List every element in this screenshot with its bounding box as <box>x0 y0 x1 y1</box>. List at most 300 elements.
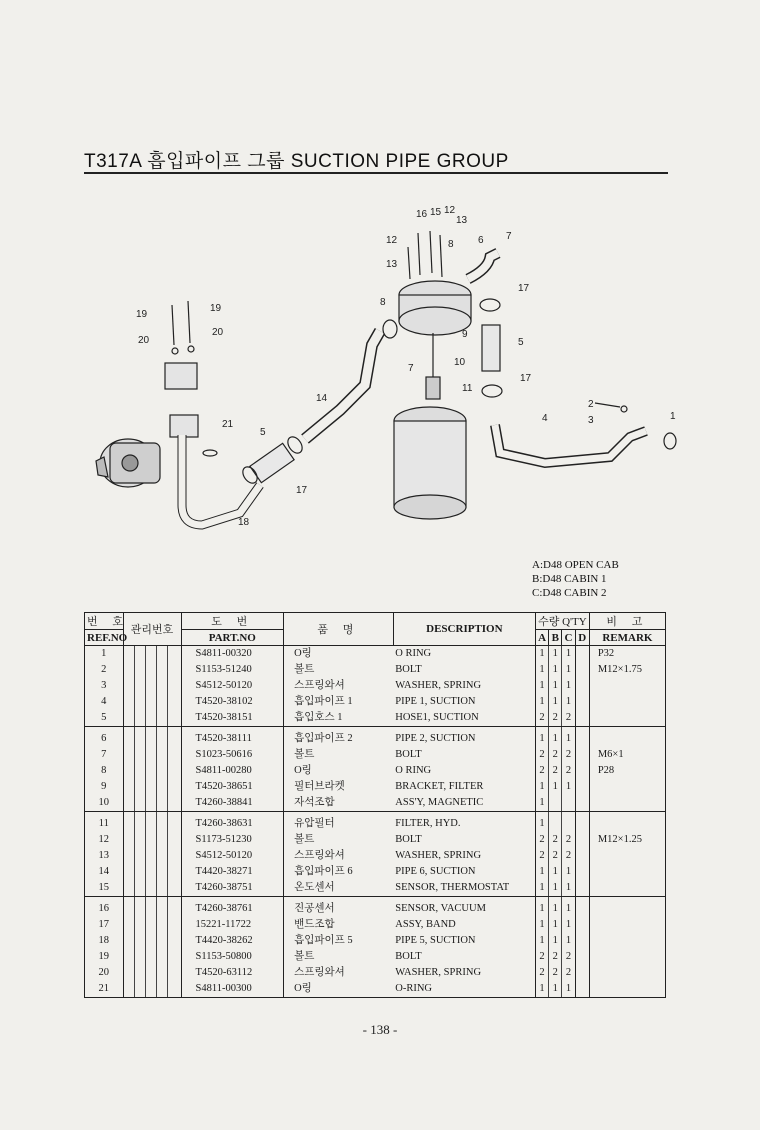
korean-name-cell: 볼트 <box>294 834 315 845</box>
remark-cell: P32 <box>589 646 665 663</box>
callout-number: 15 <box>430 207 442 218</box>
qty-d-cell <box>575 880 589 897</box>
exploded-parts-diagram <box>90 195 690 555</box>
mgmt-cell <box>157 795 168 812</box>
description-cell: ASS'Y, MAGNETIC <box>393 795 535 812</box>
table-row <box>85 710 666 727</box>
mgmt-cell <box>168 848 181 864</box>
mgmt-cell <box>134 710 145 727</box>
description-cell: SENSOR, VACUUM <box>393 897 535 918</box>
header-qty-b: B <box>549 630 562 646</box>
mgmt-cell <box>145 848 156 864</box>
table-row <box>85 747 666 763</box>
ref-number-cell: 13 <box>85 848 124 864</box>
korean-name-cell: 진공센서 <box>294 903 335 914</box>
description-cell: O RING <box>393 763 535 779</box>
remark-cell: M12×1.25 <box>589 832 665 848</box>
mgmt-cell <box>145 917 156 933</box>
part-number-cell: S1153-50800 <box>181 949 284 965</box>
mgmt-cell <box>145 832 156 848</box>
mgmt-cell <box>123 795 134 812</box>
ref-number-cell: 12 <box>85 832 124 848</box>
table-row <box>85 981 666 998</box>
ref-number-cell: 21 <box>85 981 124 998</box>
table-row <box>85 779 666 795</box>
mgmt-cell <box>145 880 156 897</box>
mgmt-cell <box>145 727 156 748</box>
mgmt-cell <box>134 864 145 880</box>
mgmt-cell <box>134 933 145 949</box>
table-row <box>85 897 666 918</box>
qty-d-cell <box>575 710 589 727</box>
qty-a-cell: 1 <box>535 694 548 710</box>
remark-cell <box>589 779 665 795</box>
mgmt-cell <box>134 646 145 663</box>
mgmt-cell <box>145 812 156 833</box>
mgmt-cell <box>145 662 156 678</box>
mgmt-cell <box>168 880 181 897</box>
qty-c-cell: 2 <box>562 747 575 763</box>
korean-name-cell: 볼트 <box>294 664 315 675</box>
callout-number: 6 <box>478 235 484 246</box>
korean-name-cell: 흡입파이프 5 <box>294 935 353 946</box>
mgmt-cell <box>134 747 145 763</box>
remark-cell <box>589 917 665 933</box>
qty-a-cell: 2 <box>535 965 548 981</box>
korean-name-cell: 볼트 <box>294 951 315 962</box>
mgmt-cell <box>157 646 168 663</box>
part-number-cell: T4520-38651 <box>181 779 284 795</box>
mgmt-cell <box>157 678 168 694</box>
mgmt-cell <box>134 897 145 918</box>
part-number-cell: T4520-38151 <box>181 710 284 727</box>
mgmt-cell <box>157 965 168 981</box>
remark-cell <box>589 710 665 727</box>
qty-b-cell: 1 <box>549 662 562 678</box>
mgmt-cell <box>168 779 181 795</box>
korean-name-cell: 흡입파이프 1 <box>294 696 353 707</box>
qty-d-cell <box>575 662 589 678</box>
description-cell: BOLT <box>393 832 535 848</box>
mgmt-cell <box>123 694 134 710</box>
korean-name-cell: 온도센서 <box>284 880 394 897</box>
qty-b-cell: 2 <box>549 832 562 848</box>
mgmt-cell <box>123 646 134 663</box>
description-cell: BOLT <box>393 949 535 965</box>
description-cell: O RING <box>393 646 535 663</box>
qty-d-cell <box>575 897 589 918</box>
legend-item-c: C:D48 CABIN 2 <box>532 587 607 599</box>
callout-number: 12 <box>386 235 398 246</box>
header-part-en: PART.NO <box>181 630 284 646</box>
table-row <box>85 848 666 864</box>
description-cell: PIPE 1, SUCTION <box>393 694 535 710</box>
remark-cell: P28 <box>589 763 665 779</box>
remark-cell <box>589 694 665 710</box>
mgmt-cell <box>157 848 168 864</box>
ref-number-cell: 17 <box>85 917 124 933</box>
qty-b-cell: 1 <box>549 981 562 998</box>
qty-c-cell: 2 <box>562 848 575 864</box>
description-cell: WASHER, SPRING <box>393 848 535 864</box>
callout-number: 10 <box>454 357 466 368</box>
korean-name-cell: 흡입파이프 2 <box>294 733 353 744</box>
qty-d-cell <box>575 981 589 998</box>
qty-a-cell: 2 <box>535 710 548 727</box>
qty-d-cell <box>575 949 589 965</box>
diagram-svg <box>90 195 690 555</box>
ref-number-cell: 4 <box>85 694 124 710</box>
ref-number-cell: 15 <box>85 880 124 897</box>
part-number-cell: S1153-51240 <box>181 662 284 678</box>
mgmt-cell <box>145 678 156 694</box>
mgmt-cell <box>145 710 156 727</box>
mgmt-cell <box>123 917 134 933</box>
ref-number-cell: 9 <box>85 779 124 795</box>
qty-a-cell: 1 <box>535 779 548 795</box>
qty-d-cell <box>575 864 589 880</box>
ref-number-cell: 20 <box>85 965 124 981</box>
mgmt-cell <box>157 949 168 965</box>
ref-number-cell: 3 <box>85 678 124 694</box>
callout-number: 11 <box>462 383 473 394</box>
mgmt-cell <box>134 678 145 694</box>
callout-number: 19 <box>210 303 222 314</box>
qty-a-cell: 1 <box>535 933 548 949</box>
mgmt-cell <box>123 880 134 897</box>
mgmt-cell <box>157 832 168 848</box>
ref-number-cell: 2 <box>85 662 124 678</box>
description-cell: ASSY, BAND <box>393 917 535 933</box>
mgmt-cell <box>157 880 168 897</box>
mgmt-cell <box>145 795 156 812</box>
qty-b-cell: 1 <box>549 933 562 949</box>
mgmt-cell <box>145 694 156 710</box>
ref-number-cell: 19 <box>85 949 124 965</box>
mgmt-cell <box>157 747 168 763</box>
remark-cell <box>589 812 665 833</box>
mgmt-cell <box>157 897 168 918</box>
korean-name-cell: 스프링와셔 <box>294 680 345 691</box>
description-cell: HOSE1, SUCTION <box>393 710 535 727</box>
part-number-cell: T4260-38751 <box>181 880 284 897</box>
part-number-cell: S1173-51230 <box>181 832 284 848</box>
korean-name-cell: 밴드조합 <box>294 919 335 930</box>
korean-name-cell: 볼트 <box>294 749 315 760</box>
qty-a-cell: 1 <box>535 795 548 812</box>
description-cell: FILTER, HYD. <box>393 812 535 833</box>
korean-name-cell: 스프링와셔 <box>294 850 345 861</box>
remark-cell <box>589 848 665 864</box>
qty-c-cell <box>562 812 575 833</box>
qty-a-cell: 1 <box>535 917 548 933</box>
qty-b-cell: 1 <box>549 864 562 880</box>
table-row <box>85 662 666 678</box>
table-row <box>85 795 666 812</box>
mgmt-cell <box>168 864 181 880</box>
qty-b-cell: 1 <box>549 646 562 663</box>
description-cell: BOLT <box>393 747 535 763</box>
mgmt-cell <box>168 727 181 748</box>
ref-number-cell: 1 <box>85 646 124 663</box>
callout-number: 7 <box>506 231 512 242</box>
qty-c-cell: 2 <box>562 832 575 848</box>
mgmt-cell <box>145 646 156 663</box>
mgmt-cell <box>168 747 181 763</box>
table-row <box>85 812 666 833</box>
korean-name-cell: O링 <box>294 765 312 776</box>
ref-number-cell: 8 <box>85 763 124 779</box>
qty-d-cell <box>575 795 589 812</box>
part-number-cell: T4420-38271 <box>181 864 284 880</box>
mgmt-cell <box>157 763 168 779</box>
mgmt-cell <box>134 832 145 848</box>
mgmt-cell <box>145 981 156 998</box>
table-row <box>85 880 666 897</box>
ref-number-cell: 7 <box>85 747 124 763</box>
mgmt-cell <box>145 965 156 981</box>
remark-cell <box>589 981 665 998</box>
mgmt-cell <box>123 933 134 949</box>
qty-a-cell: 1 <box>535 646 548 663</box>
qty-c-cell: 1 <box>562 662 575 678</box>
qty-a-cell: 2 <box>535 848 548 864</box>
qty-b-cell: 1 <box>549 678 562 694</box>
mgmt-cell <box>123 949 134 965</box>
mgmt-cell <box>123 710 134 727</box>
mgmt-cell <box>168 897 181 918</box>
part-number-cell: S4512-50120 <box>181 678 284 694</box>
qty-c-cell: 2 <box>562 763 575 779</box>
qty-a-cell: 1 <box>535 981 548 998</box>
header-ref-en: REF.NO <box>85 630 124 646</box>
description-cell: PIPE 2, SUCTION <box>393 727 535 748</box>
mgmt-cell <box>145 897 156 918</box>
remark-cell <box>589 678 665 694</box>
callout-number: 12 <box>444 205 456 216</box>
mgmt-cell <box>157 933 168 949</box>
callout-number: 9 <box>462 329 468 340</box>
part-number-cell: T4520-38102 <box>181 694 284 710</box>
part-number-cell: T4260-38841 <box>181 795 284 812</box>
parts-table <box>84 612 666 998</box>
legend-item-a: A:D48 OPEN CAB <box>532 559 619 571</box>
qty-b-cell: 2 <box>549 949 562 965</box>
korean-name-cell: 스프링와셔 <box>294 967 345 978</box>
remark-cell: M12×1.75 <box>589 662 665 678</box>
ref-number-cell: 11 <box>85 812 124 833</box>
page-number: - 138 - <box>362 1022 398 1037</box>
header-remark-ko: 비 고 <box>589 613 665 630</box>
table-row <box>85 832 666 848</box>
ref-number-cell: 18 <box>85 933 124 949</box>
mgmt-cell <box>123 763 134 779</box>
qty-b-cell: 1 <box>549 727 562 748</box>
mgmt-cell <box>134 779 145 795</box>
mgmt-cell <box>123 727 134 748</box>
header-qty-d: D <box>575 630 589 646</box>
table-row <box>85 727 666 748</box>
korean-name-cell: 필터브라켓 <box>294 781 345 792</box>
qty-c-cell: 1 <box>562 864 575 880</box>
part-number-cell: S4811-00280 <box>181 763 284 779</box>
callout-number: 18 <box>238 517 250 528</box>
mgmt-cell <box>157 727 168 748</box>
mgmt-cell <box>168 662 181 678</box>
table-row <box>85 965 666 981</box>
qty-a-cell: 2 <box>535 949 548 965</box>
mgmt-cell <box>134 662 145 678</box>
qty-b-cell: 2 <box>549 710 562 727</box>
mgmt-cell <box>168 933 181 949</box>
ref-number-cell: 14 <box>85 864 124 880</box>
table-row <box>85 678 666 694</box>
part-number-cell: 15221-11722 <box>181 917 284 933</box>
callout-number: 14 <box>316 393 328 404</box>
mgmt-cell <box>134 880 145 897</box>
mgmt-cell <box>168 981 181 998</box>
description-cell: PIPE 6, SUCTION <box>393 864 535 880</box>
remark-cell: M6×1 <box>589 747 665 763</box>
mgmt-cell <box>134 795 145 812</box>
callout-number: 20 <box>212 327 224 338</box>
callout-number: 16 <box>416 209 428 220</box>
mgmt-cell <box>157 917 168 933</box>
mgmt-cell <box>134 917 145 933</box>
qty-d-cell <box>575 812 589 833</box>
mgmt-cell <box>123 864 134 880</box>
header-part-ko: 도 번 <box>181 613 284 630</box>
remark-cell <box>589 965 665 981</box>
cab-variant-legend <box>532 558 619 600</box>
qty-d-cell <box>575 965 589 981</box>
description-cell: WASHER, SPRING <box>393 965 535 981</box>
qty-a-cell: 1 <box>535 864 548 880</box>
mgmt-cell <box>134 812 145 833</box>
mgmt-cell <box>145 779 156 795</box>
callout-number: 17 <box>296 485 308 496</box>
part-number-cell: S1023-50616 <box>181 747 284 763</box>
part-number-cell: T4260-38761 <box>181 897 284 918</box>
qty-a-cell: 2 <box>535 763 548 779</box>
callout-number: 4 <box>542 413 548 424</box>
mgmt-cell <box>123 678 134 694</box>
callout-number: 17 <box>520 373 532 384</box>
table-row <box>85 933 666 949</box>
part-number-cell: T4520-63112 <box>181 965 284 981</box>
callout-number: 13 <box>386 259 398 270</box>
mgmt-cell <box>168 763 181 779</box>
qty-a-cell: 2 <box>535 747 548 763</box>
korean-name-cell: 흡입파이프 6 <box>294 866 353 877</box>
mgmt-cell <box>157 710 168 727</box>
ref-number-cell: 6 <box>85 727 124 748</box>
qty-d-cell <box>575 917 589 933</box>
qty-d-cell <box>575 694 589 710</box>
qty-b-cell <box>549 795 562 812</box>
mgmt-cell <box>145 949 156 965</box>
mgmt-cell <box>123 779 134 795</box>
header-remark-en: REMARK <box>589 630 665 646</box>
qty-a-cell: 1 <box>535 662 548 678</box>
mgmt-cell <box>157 694 168 710</box>
header-ref-ko: 번 호 <box>85 613 124 630</box>
hydraulic-pump-drawing <box>96 439 160 487</box>
description-cell: BOLT <box>393 662 535 678</box>
korean-name-cell: O링 <box>284 981 394 998</box>
mgmt-cell <box>134 727 145 748</box>
korean-name-cell: O링 <box>294 648 312 659</box>
qty-d-cell <box>575 779 589 795</box>
qty-c-cell: 1 <box>562 880 575 897</box>
qty-c-cell: 1 <box>562 694 575 710</box>
mgmt-cell <box>168 949 181 965</box>
description-cell: O-RING <box>393 981 535 998</box>
qty-c-cell: 1 <box>562 917 575 933</box>
mgmt-cell <box>168 965 181 981</box>
callout-number: 8 <box>380 297 386 308</box>
header-name-ko: 품 명 <box>284 613 394 646</box>
table-row <box>85 694 666 710</box>
qty-c-cell <box>562 795 575 812</box>
description-cell: SENSOR, THERMOSTAT <box>393 880 535 897</box>
mgmt-cell <box>157 779 168 795</box>
valve-block-drawing <box>165 301 198 437</box>
qty-c-cell: 1 <box>562 678 575 694</box>
callout-number: 5 <box>518 337 524 348</box>
qty-b-cell: 1 <box>549 779 562 795</box>
qty-a-cell: 1 <box>535 678 548 694</box>
mgmt-cell <box>145 933 156 949</box>
part-number-cell: S4811-00320 <box>181 646 284 663</box>
part-number-cell: S4512-50120 <box>181 848 284 864</box>
callout-number: 13 <box>456 215 468 226</box>
mgmt-cell <box>145 864 156 880</box>
mgmt-cell <box>134 848 145 864</box>
qty-c-cell: 1 <box>562 646 575 663</box>
remark-cell <box>589 880 665 897</box>
mgmt-cell <box>123 747 134 763</box>
mgmt-cell <box>168 795 181 812</box>
mgmt-cell <box>123 662 134 678</box>
mgmt-cell <box>168 917 181 933</box>
header-qty-c: C <box>562 630 575 646</box>
mgmt-cell <box>157 981 168 998</box>
callout-number: 3 <box>588 415 594 426</box>
mgmt-cell <box>123 812 134 833</box>
mgmt-cell <box>168 710 181 727</box>
mgmt-cell <box>123 981 134 998</box>
qty-b-cell: 1 <box>549 897 562 918</box>
mgmt-cell <box>168 832 181 848</box>
qty-d-cell <box>575 747 589 763</box>
remark-cell <box>589 897 665 918</box>
qty-b-cell: 2 <box>549 763 562 779</box>
mgmt-cell <box>134 981 145 998</box>
qty-c-cell: 2 <box>562 965 575 981</box>
title-rule <box>84 172 668 174</box>
qty-b-cell: 2 <box>549 848 562 864</box>
table-row <box>85 763 666 779</box>
callout-number: 1 <box>670 411 676 422</box>
table-row <box>85 864 666 880</box>
qty-c-cell: 1 <box>562 933 575 949</box>
remark-cell <box>589 933 665 949</box>
mgmt-cell <box>134 694 145 710</box>
qty-a-cell: 1 <box>535 727 548 748</box>
qty-d-cell <box>575 832 589 848</box>
description-cell: BRACKET, FILTER <box>393 779 535 795</box>
